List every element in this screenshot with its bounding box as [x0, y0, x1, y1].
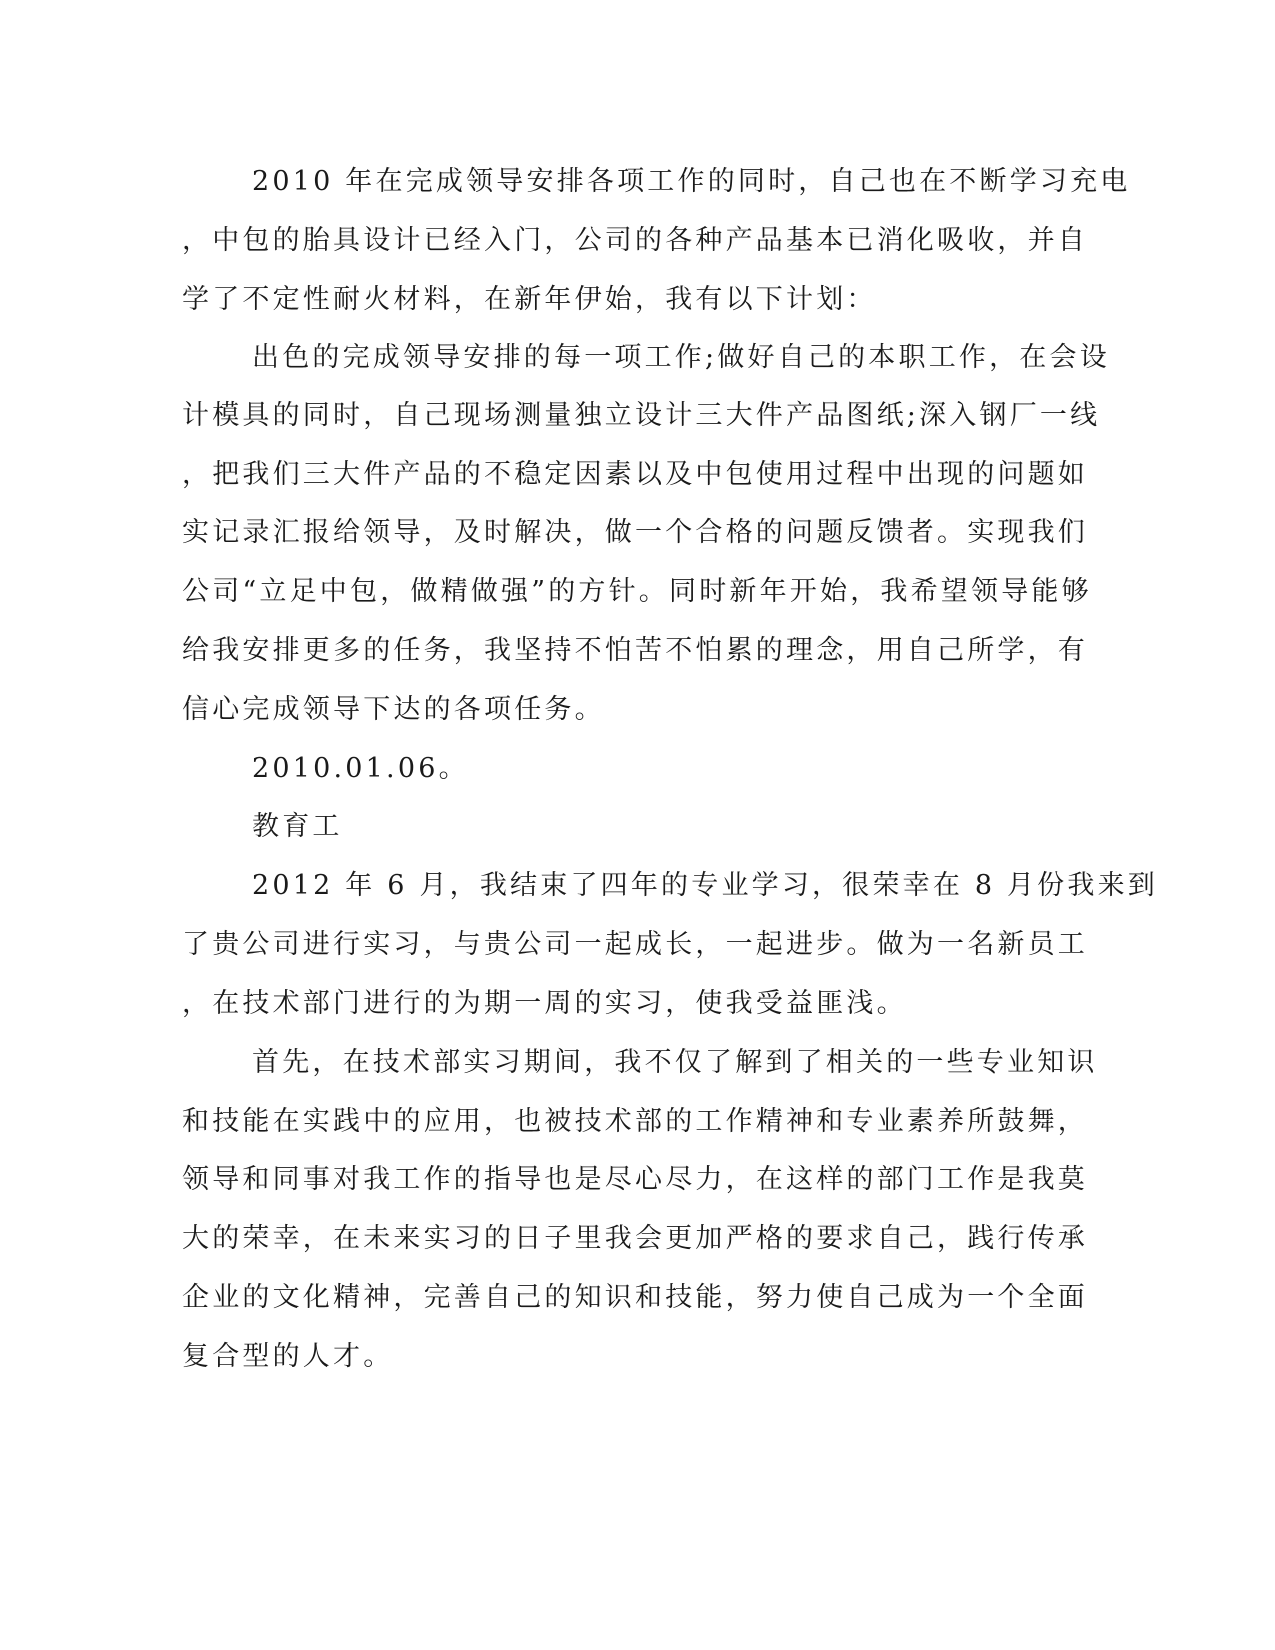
paragraph-2-line-7: 信心完成领导下达的各项任务。 [182, 694, 605, 725]
paragraph-2-line-5: 公司“立足中包，做精做强”的方针。同时新年开始，我希望领导能够 [182, 576, 1092, 607]
paragraph-1-line-3: 学了不定性耐火材料，在新年伊始，我有以下计划： [182, 284, 877, 315]
section-heading: 教育工 [252, 811, 343, 842]
paragraph-2-line-2: 计模具的同时，自己现场测量独立设计三大件产品图纸;深入钢厂一线 [182, 400, 1101, 431]
paragraph-4-line-2: 和技能在实践中的应用，也被技术部的工作精神和专业素养所鼓舞， [182, 1106, 1088, 1137]
paragraph-2-line-6: 给我安排更多的任务，我坚持不怕苦不怕累的理念，用自己所学，有 [182, 635, 1088, 666]
paragraph-4-line-6: 复合型的人才。 [182, 1341, 394, 1372]
paragraph-3-line-3: ，在技术部门进行的为期一周的实习，使我受益匪浅。 [182, 988, 907, 1019]
paragraph-1-line-2: ，中包的胎具设计已经入门，公司的各种产品基本已消化吸收，并自 [182, 225, 1088, 256]
date-line: 2010.01.06。 [252, 753, 469, 784]
paragraph-4-line-3: 领导和同事对我工作的指导也是尽心尽力，在这样的部门工作是我莫 [182, 1164, 1088, 1195]
paragraph-4-line-5: 企业的文化精神，完善自己的知识和技能，努力使自己成为一个全面 [182, 1282, 1088, 1313]
paragraph-1-line-1: 2010 年在完成领导安排各项工作的同时，自己也在不断学习充电 [252, 166, 1131, 197]
paragraph-2-line-4: 实记录汇报给领导，及时解决，做一个合格的问题反馈者。实现我们 [182, 517, 1088, 548]
paragraph-3-line-1: 2012 年 6 月，我结束了四年的专业学习，很荣幸在 8 月份我来到 [252, 870, 1158, 901]
paragraph-3-line-2: 了贵公司进行实习，与贵公司一起成长，一起进步。做为一名新员工 [182, 929, 1088, 960]
paragraph-2-line-1: 出色的完成领导安排的每一项工作;做好自己的本职工作，在会设 [252, 342, 1110, 373]
paragraph-4-line-4: 大的荣幸，在未来实习的日子里我会更加严格的要求自己，践行传承 [182, 1223, 1088, 1254]
paragraph-4-line-1: 首先，在技术部实习期间，我不仅了解到了相关的一些专业知识 [252, 1047, 1098, 1078]
paragraph-2-line-3: ，把我们三大件产品的不稳定因素以及中包使用过程中出现的问题如 [182, 459, 1088, 490]
